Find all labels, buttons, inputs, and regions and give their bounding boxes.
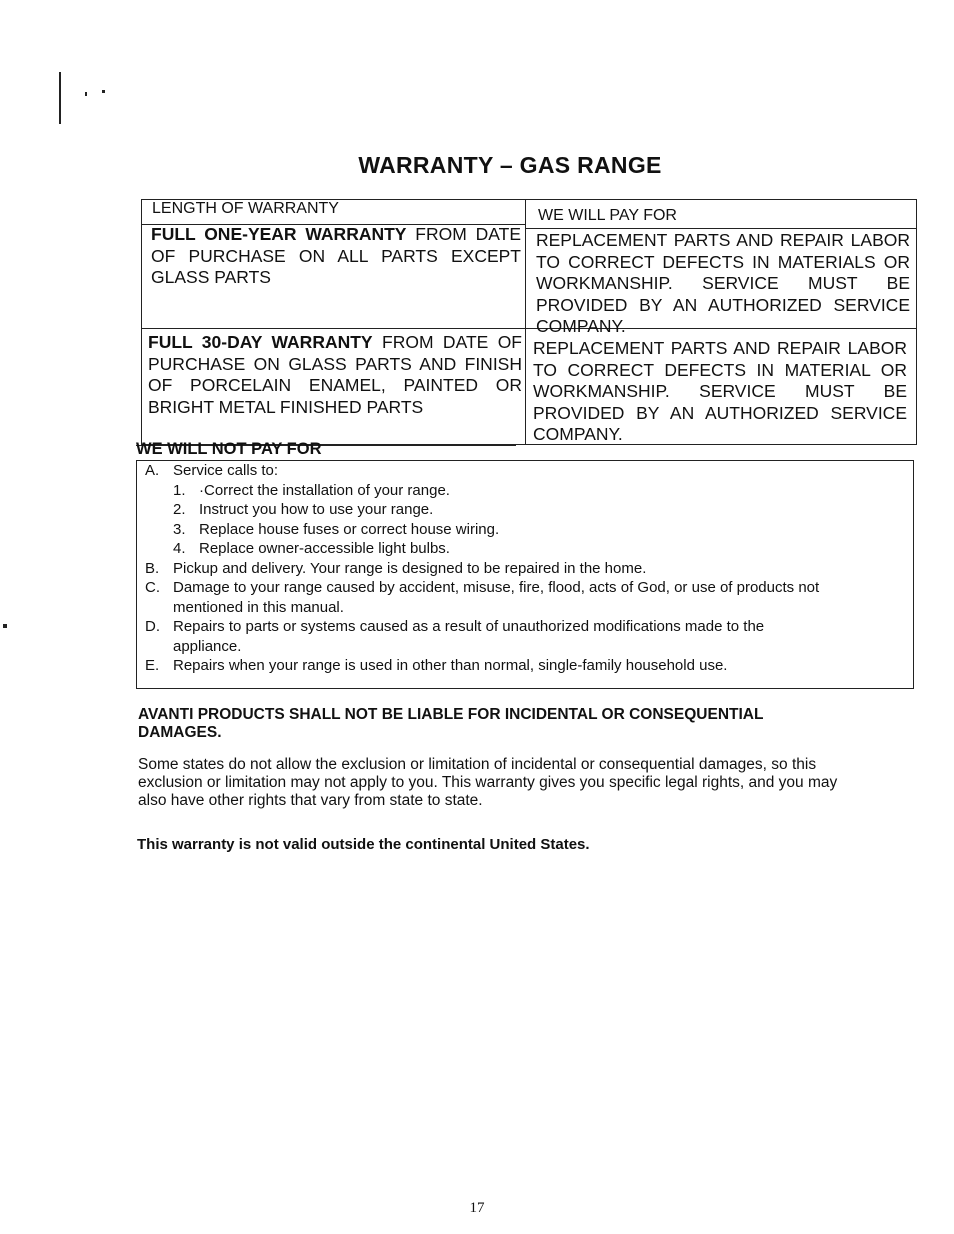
list-label: 4.: [173, 540, 186, 557]
page-title: WARRANTY – GAS RANGE: [358, 152, 662, 178]
validity-note: This warranty is not valid outside the continental United States.: [137, 836, 590, 853]
list-item-b: [145, 559, 905, 579]
scan-mark: [59, 72, 61, 124]
list-label: E.: [145, 657, 160, 674]
list-text: Service calls to:: [173, 462, 279, 479]
row1-length: [151, 224, 521, 289]
row1-pay: REPLACEMENT PARTS AND REPAIR LABOR TO CORRECT DEFECTS IN MATERIALS OR WORKMANSHIP. SERVICE MUST BE PROVIDED BY AN AUTHORIZED SERVICE COMPANY.: [536, 230, 910, 336]
row1-length-rest: FROM DATE OF PURCHASE ON ALL PARTS EXCEPT GLASS PARTS: [151, 224, 521, 287]
col-header-length: LENGTH OF WARRANTY: [152, 200, 339, 217]
list-text: Repairs to parts or systems caused as a result of unauthorized modifications made to the: [173, 618, 765, 635]
not-pay-list: [145, 461, 905, 676]
list-item-d-cont: appliance.: [173, 637, 242, 655]
list-item-a: [145, 461, 905, 481]
col-header-pay: WE WILL PAY FOR: [538, 207, 677, 224]
list-subitem: [145, 539, 905, 559]
list-text: Repairs when your range is used in other than normal, single-family household use.: [173, 657, 728, 674]
row2-length-rest: FROM DATE OF PURCHASE ON GLASS PARTS AND FINISH OF PORCELAIN ENAMEL, PAINTED OR BRIGHT METAL FINISHED PARTS: [148, 332, 522, 417]
list-label: B.: [145, 559, 160, 577]
list-item-d: [145, 617, 905, 637]
list-text: Replace house fuses or correct house wiring.: [199, 520, 500, 538]
list-text: ·Correct the installation of your range.: [199, 481, 450, 499]
column-divider: [525, 200, 526, 444]
scan-mark: [85, 92, 87, 96]
page-number: 17: [469, 1200, 485, 1216]
row2-pay: REPLACEMENT PARTS AND REPAIR LABOR TO CORRECT DEFECTS IN MATERIAL OR WORKMANSHIP. SERVICE MUST BE PROVIDED BY AN AUTHORIZED SERVICE COMPANY.: [533, 338, 907, 444]
list-label: A.: [145, 462, 160, 479]
list-label: 3.: [173, 520, 186, 538]
list-label: D.: [145, 618, 160, 635]
list-item-c: [145, 578, 905, 598]
not-pay-header: WE WILL NOT PAY FOR: [136, 440, 322, 458]
list-subitem: [145, 520, 905, 540]
row1-length-bold: FULL ONE-YEAR WARRANTY: [151, 224, 407, 244]
row2-length: [148, 332, 522, 418]
list-item-e: [145, 656, 905, 676]
list-item-c-cont: mentioned in this manual.: [173, 598, 344, 616]
states-paragraph: Some states do not allow the exclusion or limitation of incidental or consequential damages, so this exclusion or limitation may not apply to you. This warranty gives you specific legal rights, and you may also have other rights that vary from state to state.: [138, 756, 838, 809]
list-text: Instruct you how to use your range.: [199, 501, 434, 518]
list-label: 1.: [173, 481, 186, 499]
list-text: Damage to your range caused by accident, misuse, fire, flood, acts of God, or use of products not: [173, 579, 820, 596]
scan-mark: [102, 90, 105, 93]
list-text: Replace owner-accessible light bulbs.: [199, 540, 450, 557]
warranty-table: [141, 199, 917, 445]
list-text: Pickup and delivery. Your range is designed to be repaired in the home.: [173, 559, 647, 577]
header-rule-right: [525, 228, 916, 229]
liability-note: AVANTI PRODUCTS SHALL NOT BE LIABLE FOR INCIDENTAL OR CONSEQUENTIAL DAMAGES.: [138, 706, 764, 741]
scan-mark: [3, 624, 7, 628]
row2-length-bold: FULL 30-DAY WARRANTY: [148, 332, 373, 352]
list-label: 2.: [173, 501, 186, 518]
list-label: C.: [145, 579, 160, 596]
list-subitem: [145, 500, 905, 520]
list-subitem: [145, 481, 905, 501]
